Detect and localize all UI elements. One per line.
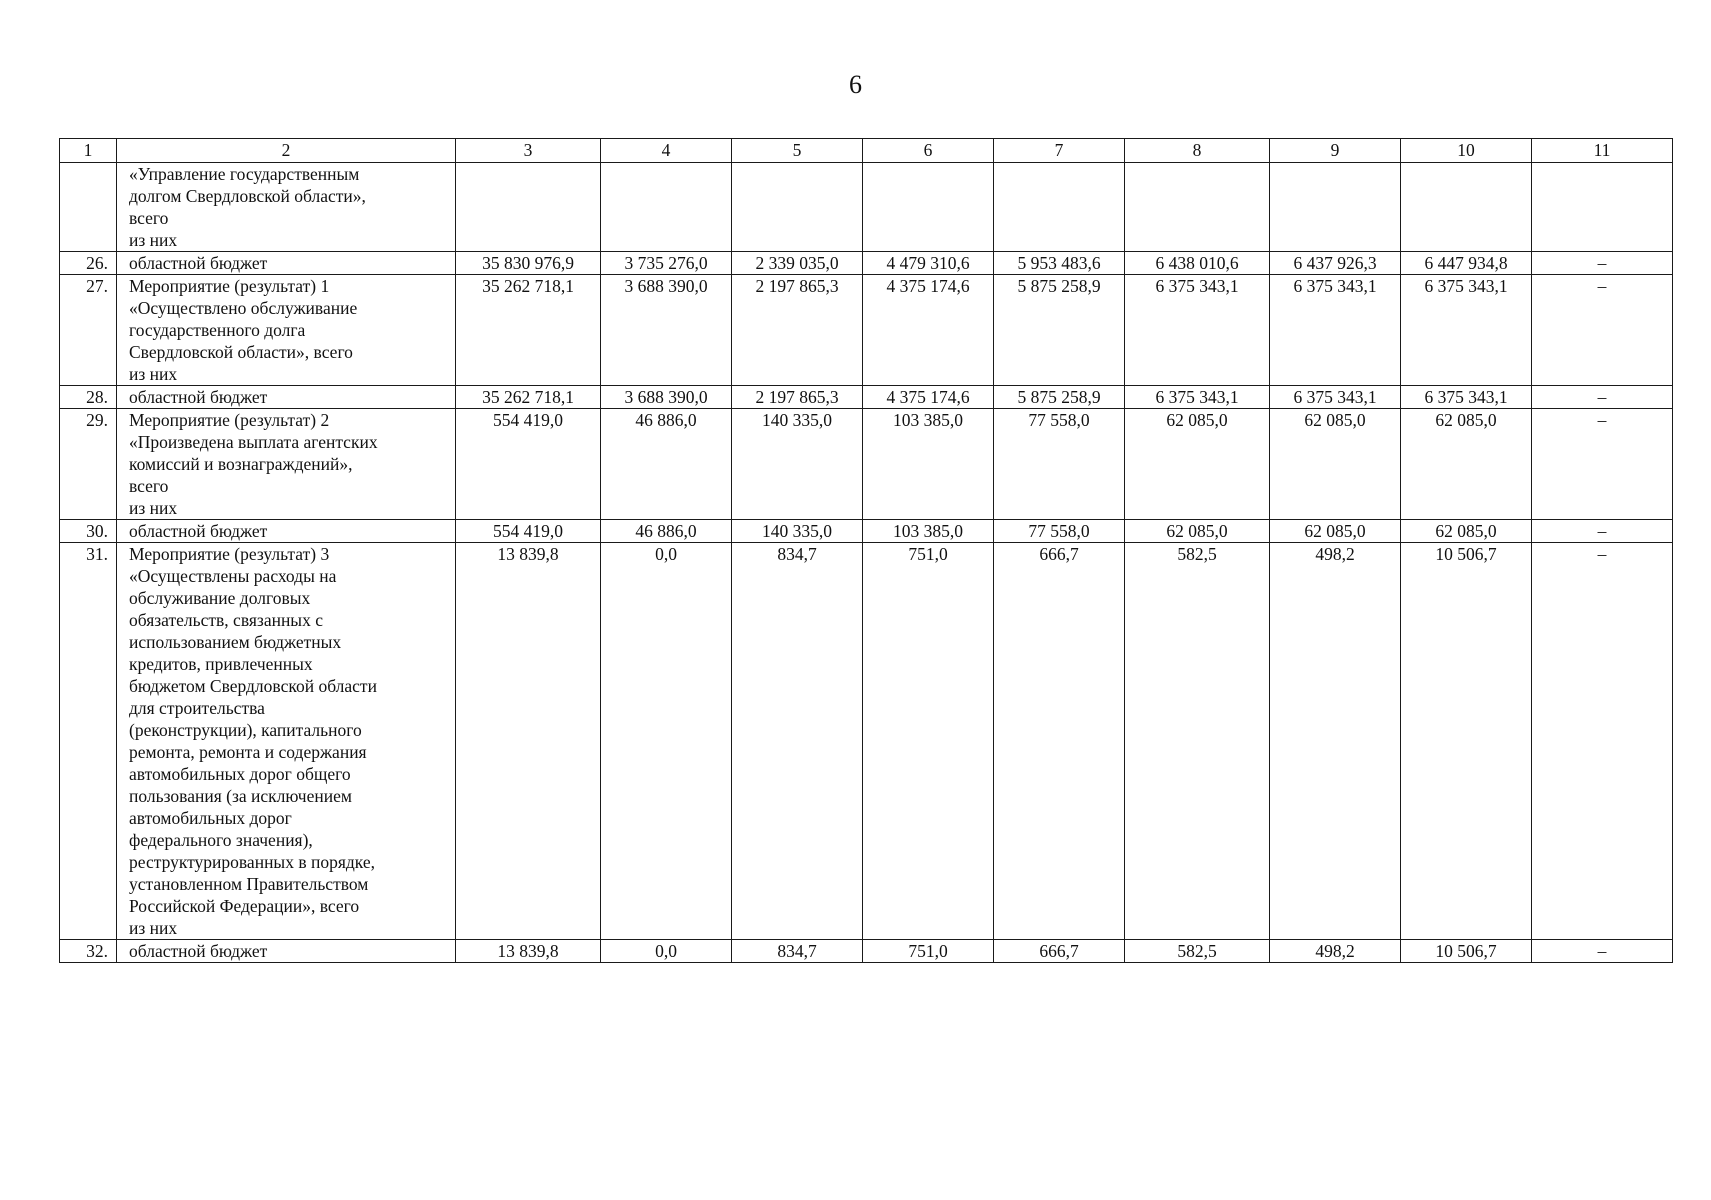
value-cell: 2 197 865,3 bbox=[732, 275, 863, 386]
table-row bbox=[60, 386, 1673, 409]
row-name-line: кредитов, привлеченных bbox=[129, 654, 313, 674]
value-cell: 46 886,0 bbox=[601, 520, 732, 543]
value-cell: 77 558,0 bbox=[994, 409, 1125, 520]
value-cell: 666,7 bbox=[994, 940, 1125, 963]
column-header: 4 bbox=[601, 139, 732, 163]
value-cell: 6 438 010,6 bbox=[1125, 252, 1270, 275]
value-cell: 2 339 035,0 bbox=[732, 252, 863, 275]
value-cell-col11 bbox=[1532, 163, 1673, 252]
column-header: 1 bbox=[60, 139, 117, 163]
value-cell: 582,5 bbox=[1125, 543, 1270, 940]
row-number: 30. bbox=[60, 520, 117, 543]
row-name-line: из них bbox=[129, 918, 178, 938]
value-cell-col11: – bbox=[1532, 252, 1673, 275]
row-number bbox=[60, 163, 117, 252]
table-row bbox=[60, 520, 1673, 543]
row-name bbox=[117, 409, 456, 520]
value-cell: 6 375 343,1 bbox=[1270, 386, 1401, 409]
row-name-line: «Произведена выплата агентских bbox=[129, 432, 378, 452]
row-name-line: областной бюджет bbox=[129, 521, 268, 541]
row-name-line: федерального значения), bbox=[129, 830, 313, 850]
value-cell: 0,0 bbox=[601, 543, 732, 940]
value-cell: 103 385,0 bbox=[863, 520, 994, 543]
value-cell bbox=[994, 163, 1125, 252]
column-header: 6 bbox=[863, 139, 994, 163]
value-cell: 834,7 bbox=[732, 940, 863, 963]
table-row bbox=[60, 543, 1673, 940]
value-cell: 77 558,0 bbox=[994, 520, 1125, 543]
value-cell-col11: – bbox=[1532, 543, 1673, 940]
row-name-line: пользования (за исключением bbox=[129, 786, 352, 806]
value-cell: 62 085,0 bbox=[1125, 520, 1270, 543]
row-name-line: Мероприятие (результат) 1 bbox=[129, 276, 330, 296]
value-cell: 35 830 976,9 bbox=[456, 252, 601, 275]
table-row bbox=[60, 252, 1673, 275]
row-name-line: всего bbox=[129, 476, 169, 496]
row-name-line: Мероприятие (результат) 2 bbox=[129, 410, 330, 430]
column-header: 9 bbox=[1270, 139, 1401, 163]
value-cell: 10 506,7 bbox=[1401, 940, 1532, 963]
value-cell: 834,7 bbox=[732, 543, 863, 940]
table-row bbox=[60, 163, 1673, 252]
value-cell bbox=[601, 163, 732, 252]
value-cell bbox=[732, 163, 863, 252]
value-cell: 6 375 343,1 bbox=[1125, 386, 1270, 409]
row-name bbox=[117, 275, 456, 386]
value-cell-col11: – bbox=[1532, 386, 1673, 409]
row-number: 26. bbox=[60, 252, 117, 275]
row-name bbox=[117, 386, 456, 409]
value-cell: 6 375 343,1 bbox=[1401, 275, 1532, 386]
value-cell: 140 335,0 bbox=[732, 520, 863, 543]
value-cell: 554 419,0 bbox=[456, 409, 601, 520]
row-name-line: областной бюджет bbox=[129, 941, 268, 961]
value-cell: 62 085,0 bbox=[1270, 520, 1401, 543]
row-name bbox=[117, 940, 456, 963]
row-name-line: из них bbox=[129, 498, 178, 518]
value-cell: 62 085,0 bbox=[1125, 409, 1270, 520]
row-name-line: автомобильных дорог общего bbox=[129, 764, 351, 784]
value-cell: 46 886,0 bbox=[601, 409, 732, 520]
value-cell: 4 479 310,6 bbox=[863, 252, 994, 275]
value-cell: 6 375 343,1 bbox=[1125, 275, 1270, 386]
table-row bbox=[60, 409, 1673, 520]
row-name-line: использованием бюджетных bbox=[129, 632, 342, 652]
budget-table bbox=[59, 138, 1673, 963]
value-cell: 10 506,7 bbox=[1401, 543, 1532, 940]
row-name bbox=[117, 163, 456, 252]
value-cell: 582,5 bbox=[1125, 940, 1270, 963]
row-number: 29. bbox=[60, 409, 117, 520]
value-cell: 666,7 bbox=[994, 543, 1125, 940]
value-cell bbox=[456, 163, 601, 252]
row-number: 31. bbox=[60, 543, 117, 940]
row-name-line: реструктурированных в порядке, bbox=[129, 852, 375, 872]
value-cell: 2 197 865,3 bbox=[732, 386, 863, 409]
page-number: 6 bbox=[849, 70, 862, 99]
column-header: 2 bbox=[117, 139, 456, 163]
row-name-line: всего bbox=[129, 208, 169, 228]
row-name bbox=[117, 252, 456, 275]
row-name-line: (реконструкции), капитального bbox=[129, 720, 362, 740]
value-cell: 62 085,0 bbox=[1401, 409, 1532, 520]
value-cell: 6 375 343,1 bbox=[1401, 386, 1532, 409]
row-name-line: из них bbox=[129, 230, 178, 250]
value-cell: 35 262 718,1 bbox=[456, 386, 601, 409]
row-name-line: «Управление государственным bbox=[129, 164, 360, 184]
value-cell-col11: – bbox=[1532, 520, 1673, 543]
value-cell bbox=[863, 163, 994, 252]
column-header: 8 bbox=[1125, 139, 1270, 163]
column-header: 11 bbox=[1532, 139, 1673, 163]
value-cell: 13 839,8 bbox=[456, 543, 601, 940]
value-cell: 3 688 390,0 bbox=[601, 386, 732, 409]
row-name bbox=[117, 520, 456, 543]
value-cell: 5 875 258,9 bbox=[994, 275, 1125, 386]
value-cell: 6 375 343,1 bbox=[1270, 275, 1401, 386]
row-name-line: Свердловской области», всего bbox=[129, 342, 353, 362]
row-number: 28. bbox=[60, 386, 117, 409]
row-number: 27. bbox=[60, 275, 117, 386]
column-header: 3 bbox=[456, 139, 601, 163]
row-name-line: ремонта, ремонта и содержания bbox=[129, 742, 367, 762]
row-name-line: автомобильных дорог bbox=[129, 808, 292, 828]
value-cell bbox=[1125, 163, 1270, 252]
value-cell: 5 875 258,9 bbox=[994, 386, 1125, 409]
column-header: 5 bbox=[732, 139, 863, 163]
value-cell: 3 735 276,0 bbox=[601, 252, 732, 275]
value-cell: 498,2 bbox=[1270, 543, 1401, 940]
row-number: 32. bbox=[60, 940, 117, 963]
value-cell: 3 688 390,0 bbox=[601, 275, 732, 386]
row-name-line: долгом Свердловской области», bbox=[129, 186, 366, 206]
value-cell-col11: – bbox=[1532, 275, 1673, 386]
column-header: 7 bbox=[994, 139, 1125, 163]
row-name-line: «Осуществлено обслуживание bbox=[129, 298, 358, 318]
row-name-line: Мероприятие (результат) 3 bbox=[129, 544, 330, 564]
value-cell: 35 262 718,1 bbox=[456, 275, 601, 386]
value-cell: 0,0 bbox=[601, 940, 732, 963]
row-name-line: Российской Федерации», всего bbox=[129, 896, 360, 916]
value-cell: 13 839,8 bbox=[456, 940, 601, 963]
row-name-line: областной бюджет bbox=[129, 387, 268, 407]
row-name-line: из них bbox=[129, 364, 178, 384]
value-cell: 554 419,0 bbox=[456, 520, 601, 543]
row-name-line: комиссий и вознаграждений», bbox=[129, 454, 353, 474]
row-name-line: установленном Правительством bbox=[129, 874, 369, 894]
column-number-row bbox=[60, 139, 1673, 163]
table-row bbox=[60, 275, 1673, 386]
column-header: 10 bbox=[1401, 139, 1532, 163]
row-name-line: областной бюджет bbox=[129, 253, 268, 273]
row-name-line: государственного долга bbox=[129, 320, 306, 340]
row-name-line: «Осуществлены расходы на bbox=[129, 566, 337, 586]
value-cell bbox=[1270, 163, 1401, 252]
value-cell: 62 085,0 bbox=[1401, 520, 1532, 543]
value-cell: 4 375 174,6 bbox=[863, 386, 994, 409]
value-cell: 6 447 934,8 bbox=[1401, 252, 1532, 275]
table-row bbox=[60, 940, 1673, 963]
row-name-line: бюджетом Свердловской области bbox=[129, 676, 377, 696]
table-body bbox=[60, 163, 1673, 963]
row-name bbox=[117, 543, 456, 940]
value-cell: 751,0 bbox=[863, 543, 994, 940]
value-cell-col11: – bbox=[1532, 409, 1673, 520]
row-name-line: обслуживание долговых bbox=[129, 588, 311, 608]
value-cell: 62 085,0 bbox=[1270, 409, 1401, 520]
value-cell-col11: – bbox=[1532, 940, 1673, 963]
value-cell: 498,2 bbox=[1270, 940, 1401, 963]
value-cell: 6 437 926,3 bbox=[1270, 252, 1401, 275]
value-cell: 751,0 bbox=[863, 940, 994, 963]
value-cell: 103 385,0 bbox=[863, 409, 994, 520]
value-cell: 5 953 483,6 bbox=[994, 252, 1125, 275]
value-cell: 140 335,0 bbox=[732, 409, 863, 520]
value-cell bbox=[1401, 163, 1532, 252]
value-cell: 4 375 174,6 bbox=[863, 275, 994, 386]
row-name-line: для строительства bbox=[129, 698, 265, 718]
row-name-line: обязательств, связанных с bbox=[129, 610, 323, 630]
